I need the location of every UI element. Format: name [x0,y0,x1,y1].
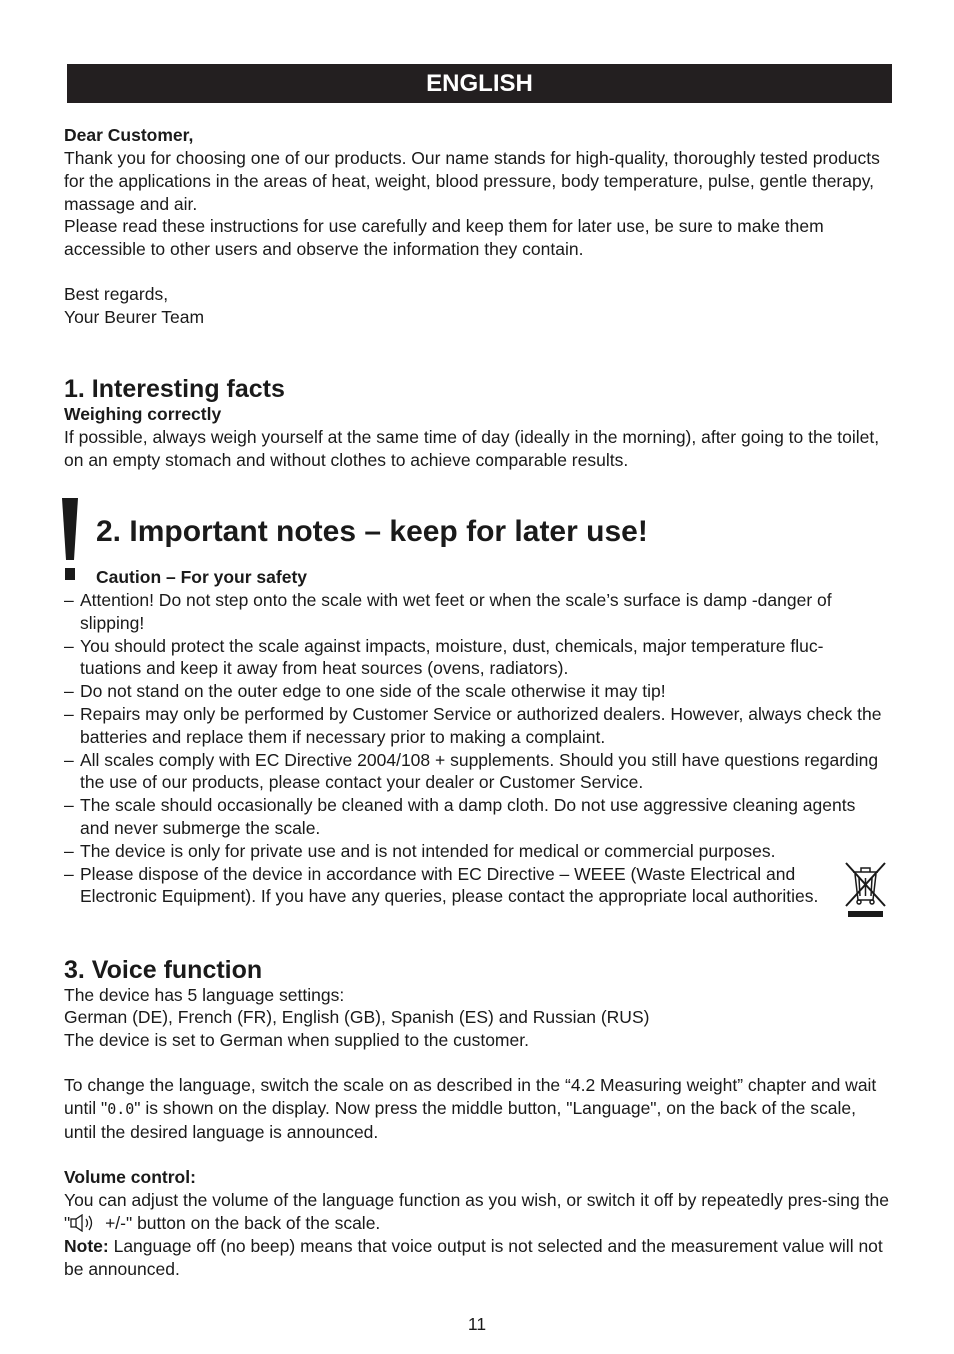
language-banner: ENGLISH [67,64,892,103]
language-list: German (DE), French (FR), English (GB), Spanish (ES) and Russian (RUS) [64,1007,650,1027]
instruction-text: " is shown on the display. Now press the middle button, "Language", on the back of the scale, until the desired language is announced. [64,1097,856,1142]
list-item: – The device is only for private use and is not intended for medical or commercial purposes. [64,840,884,863]
note-label: Note: [64,1236,109,1256]
volume-heading: Volume control: [64,1167,196,1187]
default-language: The device is set to German when supplied to the customer. [64,1030,529,1050]
section-1-heading: 1. Interesting facts [64,375,285,403]
section-2-heading: 2. Important notes – keep for later use! [96,515,648,548]
volume-instructions [64,1189,889,1235]
list-item: – The scale should occasionally be cleaned with a damp cloth. Do not use aggressive cleaning agents and never submerge the scale. [64,794,884,840]
section-1-body: If possible, always weigh yourself at the same time of day (ideally in the morning), after going to the toilet, on an empty stomach and without clothes to achieve comparable results. [64,427,880,470]
instruction-text: +/-" button on the back of the scale. [100,1212,381,1233]
instruction-text: To change the language, switch the scale on as described in the “4.2 Measuring weight” chapter and wait until " [64,1075,877,1118]
weee-crossed-bin-icon [843,860,888,918]
closing-regards: Best regards, [64,284,169,304]
change-language-instructions [64,1074,889,1143]
list-item: – All scales comply with EC Directive 2004/108 + supplements. Should you still have questions regarding the use of our products, please contact your dealer or Customer Service. [64,749,884,795]
intro-paragraph-2: Please read these instructions for use carefully and keep them for later use, be sure to make them accessible to other users and observe the information they contain. [64,216,824,259]
list-item: – Repairs may only be performed by Customer Service or authorized dealers. However, always check the batteries and replace them if necessary prior to making a complaint. [64,703,884,749]
intro-paragraph-1: Thank you for choosing one of our products. Our name stands for high-quality, thoroughly tested products for the applications in the areas of heat, weight, blood pressure, body temperature, pulse, gentle therapy, massage and air. [64,148,880,214]
display-value: 0.0 [107,1099,135,1118]
section-3-heading: 3. Voice function [64,956,263,984]
square-bullet-icon [66,569,75,578]
closing-team: Your Beurer Team [64,307,205,327]
note-text: Language off (no beep) means that voice output is not selected and the measurement value will not be announced. [64,1236,883,1279]
caution-heading: Caution – For your safety [96,567,308,587]
language-count: The device has 5 language settings: [64,985,345,1005]
note-paragraph [64,1235,889,1281]
instruction-text: You can adjust the volume of the language function as you wish, or switch it off by repeatedly pres-sing the " [64,1190,889,1233]
list-item: – Attention! Do not step onto the scale with wet feet or when the scale’s surface is damp -danger of slipping! [64,589,884,635]
speaker-icon [70,1214,100,1232]
list-item: – You should protect the scale against impacts, moisture, dust, chemicals, major temperature fluc-tuations and keep it away from heat sources (ovens, radiators). [64,635,884,681]
section-1-subheading: Weighing correctly [64,404,222,424]
safety-notes-list [64,589,884,908]
greeting: Dear Customer, [64,125,194,145]
page-number: 11 [467,1314,487,1334]
list-item: – Do not stand on the outer edge to one side of the scale otherwise it may tip! [64,680,884,703]
list-item: – Please dispose of the device in accordance with EC Directive – WEEE (Waste Electrical and Electronic Equipment). If you have any queries, please contact the appropriate local authorities. [64,863,825,909]
